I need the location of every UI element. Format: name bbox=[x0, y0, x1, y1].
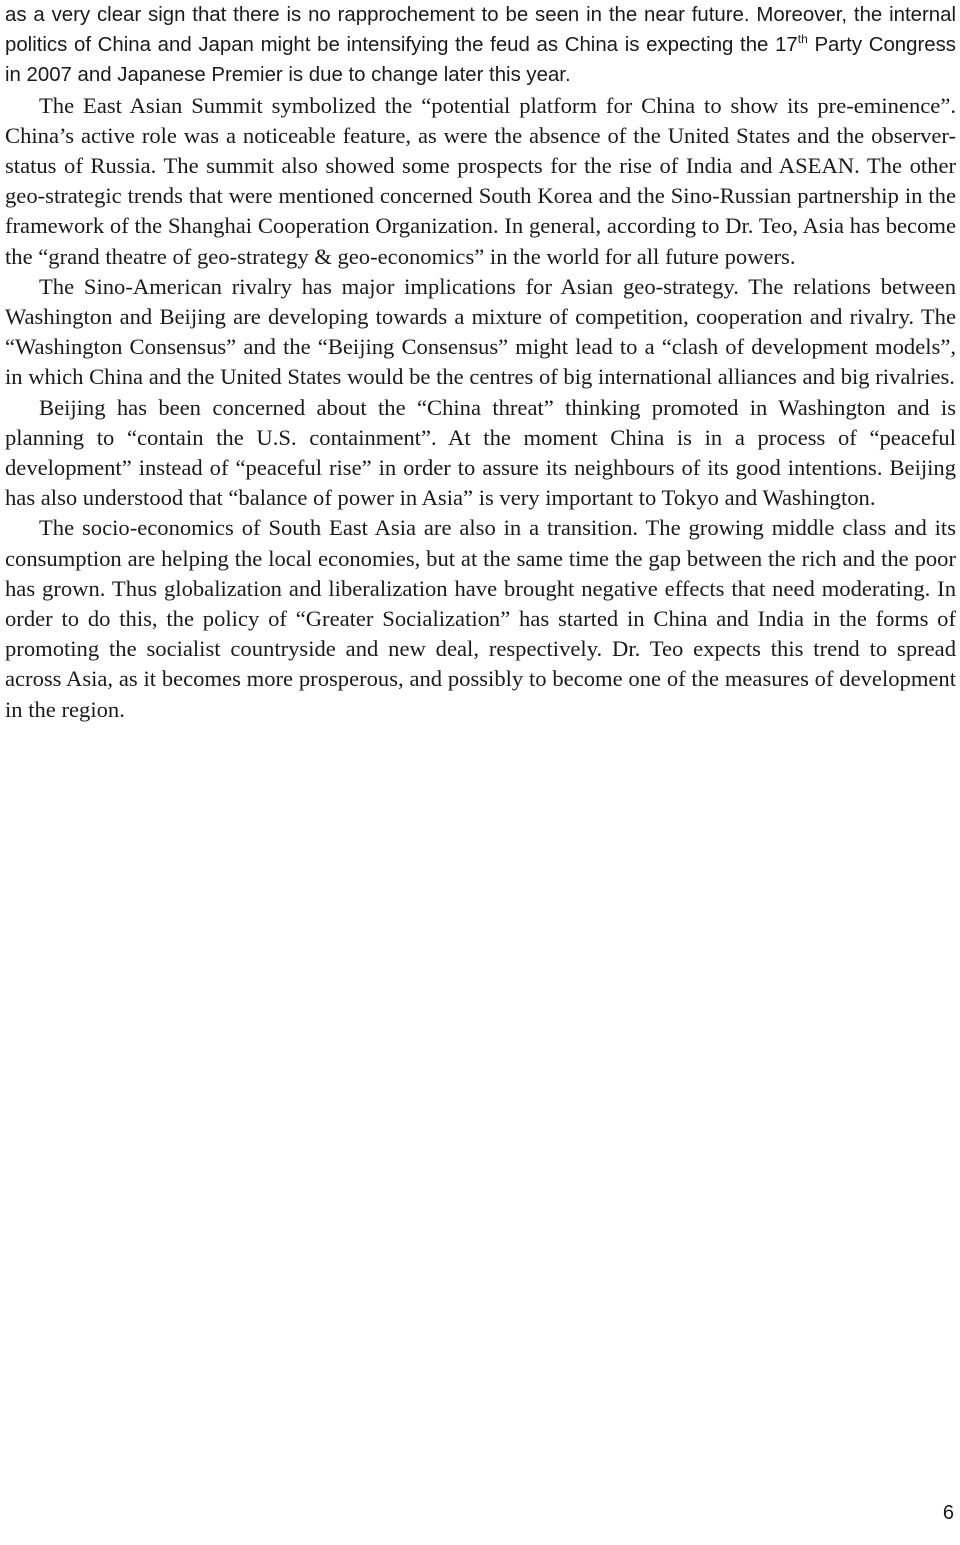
paragraph-continuation bbox=[5, 0, 956, 91]
ordinal-superscript: th bbox=[797, 32, 808, 47]
paragraph-sino-american-rivalry: The Sino-American rivalry has major implications for Asian geo-strategy. The relations between Washington and Beijing are developing towards a mixture of competition, cooperation and rivalry. The “Washington Consensus” and the “Beijing Consensus” might lead to a “clash of development models”, in which China and the United States would be the centres of big international alliances and big rivalries. bbox=[5, 273, 956, 390]
paragraph-east-asian-summit: The East Asian Summit symbolized the “potential platform for China to show its pre-eminence”. China’s active role was a noticeable feature, as were the absence of the United States and the observer-status of Russia. The summit also showed some prospects for the rise of India and ASEAN. The other geo-strategic trends that were mentioned concerned South Korea and the Sino-Russian partnership in the framework of the Shanghai Cooperation Organization. In general, according to Dr. Teo, Asia has become the “grand theatre of geo-strategy & geo-economics” in the world for all future powers. bbox=[5, 92, 956, 269]
paragraph-text-after-superscript: Party Congress in 2007 and Japanese Premier is due to change later this year. bbox=[5, 34, 956, 87]
page-number: 6 bbox=[942, 1502, 954, 1524]
paragraph-socio-economics: The socio-economics of South East Asia are also in a transition. The growing middle class and its consumption are helping the local economies, but at the same time the gap between the rich and the poor has grown. Thus globalization and liberalization have brought negative effects that need moderating. In order to do this, the policy of “Greater Socialization” has started in China and India in the forms of promoting the socialist countryside and new deal, respectively. Dr. Teo expects this trend to spread across Asia, as it becomes more prosperous, and possibly to become one of the measures of development in the region. bbox=[5, 515, 956, 722]
paragraph-china-threat: Beijing has been concerned about the “China threat” thinking promoted in Washington and is planning to “contain the U.S. containment”. At the moment China is in a process of “peaceful development” instead of “peaceful rise” in order to assure its neighbours of its good intentions. Beijing has also understood that “balance of power in Asia” is very important to Tokyo and Washington. bbox=[5, 394, 956, 511]
paragraph-text-before-superscript: as a very clear sign that there is no rapprochement to be seen in the near future. Moreover, the internal politics of China and Japan might be intensifying the feud as China is expecting the 17 bbox=[5, 4, 956, 57]
document-page bbox=[5, 0, 956, 725]
